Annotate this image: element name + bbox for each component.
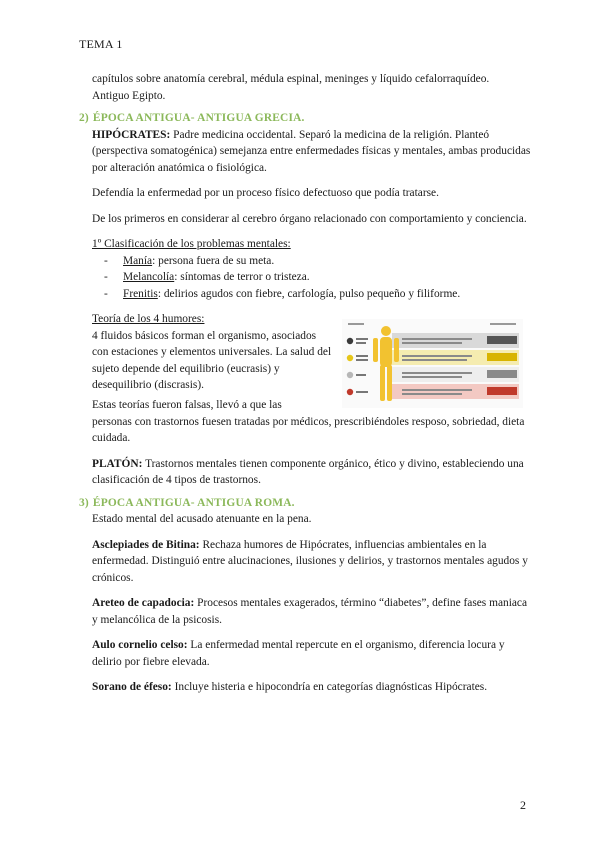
list-desc: : síntomas de terror o tristeza. [174,271,310,283]
four-humors-figure [342,319,523,408]
page-number: 2 [520,798,526,812]
humores-text: 4 fluidos básicos forman el organismo, asociados con estaciones y elementos universales. La salud del sujeto depende del equilibrio (eucrasis) y desequilibrio (discrasis). [92,329,332,391]
list-item: - Melancolía: síntomas de terror o tristeza. [104,271,310,283]
clasificacion-list [92,253,532,303]
areteo-text: Procesos mentales exagerados, término “diabetes”, define fases maniaca y melancólica de la psicosis. [92,597,528,626]
asclepiades-text: Rechaza humores de Hipócrates, influencias ambientales en la enfermedad. Distinguió entre alucinaciones, ilusiones y delirios, y trastornos mentales agudos y crónicos. [92,538,528,584]
falsas-line-1: Estas teorías fueron falsas, llevó a que las [92,399,282,411]
hipocrates-label: HIPÓCRATES: [92,128,171,141]
page-header: TEMA 1 [79,37,123,51]
primeros-paragraph: De los primeros en considerar al cerebro órgano relacionado con comportamiento y conciencia. [92,212,527,225]
section-2-title: ÉPOCA ANTIGUA- ANTIGUA GRECIA. [92,112,305,124]
aulo-text: La enfermedad mental repercute en el organismo, diferencia locura y delirio por fiebre elevada. [92,639,505,668]
asclepiades-paragraph [92,537,532,587]
defendia-paragraph: Defendía la enfermedad por un proceso físico defectuoso que podía tratarse. [92,187,439,199]
falsas-line-2: personas con trastornos fuesen tratadas por médicos, prescribiéndoles resposo, sobriedad, dieta cuidada. [92,415,525,444]
section-3-title: ÉPOCA ANTIGUA- ANTIGUA ROMA. [92,496,295,509]
hipocrates-paragraph [92,127,532,177]
platon-label: PLATÓN: [92,457,143,470]
sorano-text: Incluye histeria e hipocondría en categorías diagnósticas Hipócrates. [174,681,488,693]
list-term: Frenitis [123,287,158,300]
areteo-label: Areteo de capadocia: [92,597,195,609]
asclepiades-label: Asclepiades de Bitina: [92,538,200,551]
humores-block [92,311,532,393]
humores-title: Teoría de los 4 humores: [92,313,205,325]
intro-line-2: Antiguo Egipto. [92,89,166,102]
list-item: - Manía: persona fuera de su meta. [104,254,275,267]
aulo-paragraph [92,637,532,670]
estado-paragraph: Estado mental del acusado atenuante en la pena. [92,513,312,525]
drop-icon [347,389,353,395]
list-term: Manía [123,254,153,267]
intro-line-1: capítulos sobre anatomía cerebral, médula espinal, meninges y líquido cefalorraquídeo. [92,73,490,85]
platon-paragraph [92,456,532,489]
page-content [79,71,532,696]
drop-icon [347,355,353,361]
section-2-heading [79,110,532,127]
aulo-label: Aulo cornelio celso: [92,639,188,651]
section-3-number: 3) [79,496,89,509]
list-desc: : delirios agudos con fiebre, carfología, pulso pequeño y filiforme. [157,287,461,300]
platon-text: Trastornos mentales tienen componente orgánico, ético y divino, estableciendo una clasificación de 4 tipos de trastornos. [92,457,524,486]
hipocrates-text: Padre medicina occidental. Separó la medicina de la religión. Planteó (perspectiva somatogénica) semejanza entre enfermedades físicas y mentales, ambas producidas por alteración anatómica o fisiológica. [92,128,531,174]
clasificacion-title: 1º Clasificación de los problemas mentales: [92,238,291,250]
sorano-label: Sorano de éfeso: [92,681,172,693]
list-desc: : persona fuera de su meta. [152,254,275,267]
section-2-number: 2) [79,112,89,124]
sorano-paragraph [92,679,532,696]
areteo-paragraph [92,595,532,628]
drop-icon [347,372,353,378]
list-item: - Frenitis: delirios agudos con fiebre, carfología, pulso pequeño y filiforme. [104,287,461,300]
drop-icon [347,338,353,344]
list-term: Melancolía [123,271,175,283]
section-3-heading [79,495,532,512]
